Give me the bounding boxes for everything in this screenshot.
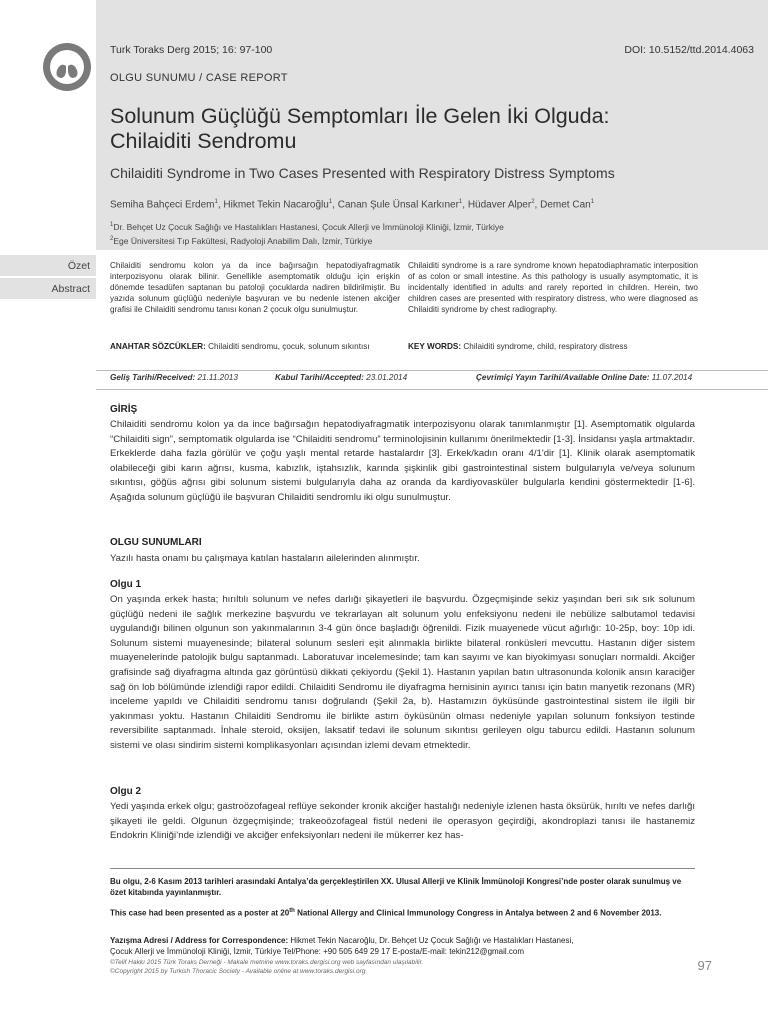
dates-rule: [96, 389, 768, 390]
copyright-tr: ©Telif Hakkı 2015 Türk Toraks Derneği - Makale metnine www.toraks.dergisi.org web sayfasından ulaşılabilir.: [110, 959, 424, 966]
left-margin: [0, 0, 96, 250]
title-line-1: Solunum Güçlüğü Semptomları İle Gelen İki Olguda:: [110, 104, 610, 128]
lungs-seal-icon: [42, 42, 92, 92]
note-tr: Bu olgu, 2-6 Kasım 2013 tarihleri arasındaki Antalya’da gerçekleştirilen XX. Ulusal Allerji ve Klinik İmmünoloji Kongresi’nde poster olarak sunulmuş ve özet kitabında yayınlanmıştır.: [110, 877, 682, 897]
author: Demet Can: [540, 199, 591, 211]
author: Hikmet Tekin Nacaroğlu: [223, 199, 329, 211]
keywords-en: KEY WORDS: Chilaiditi syndrome, child, respiratory distress: [408, 342, 628, 351]
keywords-tr: ANAHTAR SÖZCÜKLER: Chilaiditi sendromu, çocuk, solunum sıkıntısı: [110, 342, 370, 351]
ozet-label: Özet: [0, 255, 96, 277]
abstract-tr: Chilaiditi sendromu kolon ya da ince bağırsağın hepatodiyafragmatik interpozisyonu olarak bilinir. Genellikle asemptomatik olduğu için erişkin dönemde tesadüfen saptanan bu patoloji çocuklarda nadiren bildirilmiştir. Bu yazıda solunum güçlüğü nedeniyle başvuran ve bu nedenle istenen akciğer grafisi ile Chilaiditi sendromu tanısı konan 2 çocuk olgu sunulmuştur.: [110, 261, 400, 314]
heading-olgu-sunumlari: OLGU SUNUMLARI: [110, 537, 202, 548]
note-en: This case had been presented as a poster at 20th National Allergy and Clinical Immunology Congress in Antalya between 2 and 6 November 2013.: [110, 908, 662, 918]
heading-olgu-2: Olgu 2: [110, 786, 142, 797]
received-date: Geliş Tarihi/Received: 21.11.2013: [110, 373, 238, 382]
heading-olgu-1: Olgu 1: [110, 579, 142, 590]
author: Canan Şule Ünsal Karkıner: [337, 199, 459, 211]
article-title-tr: [110, 104, 730, 154]
section-label: OLGU SUNUMU / CASE REPORT: [110, 72, 288, 84]
journal-citation: Turk Toraks Derg 2015; 16: 97-100: [110, 44, 273, 56]
title-line-2: Chilaiditi Sendromu: [110, 129, 297, 153]
affiliation-2: Ege Üniversitesi Tıp Fakültesi, Radyoloji Anabilim Dalı, İzmir, Türkiye: [113, 235, 373, 246]
correspondence: Yazışma Adresi / Address for Correspondence: Hikmet Tekin Nacaroğlu, Dr. Behçet Uz Çocuk Sağlığı ve Hastalıkları Hastanesi, Çocuk Allerji ve İmmünoloji Kliniği, İzmir, Türkiye Tel/Phone: +90 505 649 29 17 E-posta/E-mail: tekin212@gmail.com: [110, 936, 574, 956]
abstract-label: Abstract: [0, 278, 96, 300]
heading-giris: GİRİŞ: [110, 404, 138, 415]
copyright-en: ©Copyright 2015 by Turkish Thoracic Society - Available online at www.toraks.dergisi.org: [110, 968, 366, 975]
author: Hüdaver Alper: [467, 199, 532, 211]
affiliations: $^1$Dr. Behçet Uz Çocuk Sağlığı ve Hastalıkları Hastanesi, Çocuk Allerji ve İmmünoloji Kliniği, İzmir, Türkiye $^2$Ege Üniversitesi Tıp Fakültesi, Radyoloji Anabilim Dalı, İzmir, Türkiye: [110, 221, 504, 246]
olgu-1-paragraph: On yaşında erkek hasta; hırıltılı solunum ve nefes darlığı şikayetleri ile başvurdu. Özgeçmişinde sekiz yaşından beri sık sık solunum güçlüğü nedeni ile sağlık merkezine başvurdu ve tekrarlayan alt solunum yolu enfeksiyonu nedeni ile nebülize salbutamol tedavisi uygulandığı bilinen olgunun son yakınmalarının 3-4 gün önce başladığı öğrenildi. Fizik muayenede vücut ağırlığı: 10-25p, boy: 10p idi. Solunum sistemi muayenesinde; bilateral solunum sesleri eşit alınmakla birlikte bilateral ronküsleri mevcuttu. Hastanın diğer sistem muayenelerinde patolojik bulgu saptanmadı. Laboratuvar incelemesinde; tam kan sayımı ve kan biyokimyası sonuçları normaldi. Akciğer grafisinde sağ diyafragma altında gaz görüntüsü dikkati çekiyordu (Şekil 1). Hastanın yapılan batın ultrasonunda kolonik ansın karaciğer sağ ön lob bölümünde izlendiği rapor edildi. Chilaiditi Sendromu ile diyafragma hernisinin ayırıcı tanısı için batın manyetik rezonans (MR) inceleme yapıldı ve Chilaiditi sendromu tanısı doğrulandı (Şekil 2a, b). Hastamızın öyküsünde gastrointestinal sistem ile ilgili bir yakınması yoktu. Hastanın Chilaiditi Sendromu ile birlikte astım öyküsünün olması nedeniyle yapılan solunum fonksiyon testinde reversibilite saptanmadı. İnhale steroid, oksijen, laksatif tedavi ile solunum sıkıntısı gerileyen olgu taburcu edildi. Hastanın solunum sistemi ve olası sindirim sistemi komplikasyonları açısından izlemi devam etmektedir.: [110, 594, 695, 751]
doi[interactable]: DOI: 10.5152/ttd.2014.4063: [624, 44, 754, 56]
author-list: Semiha Bahçeci Erdem$^1$, Hikmet Tekin Nacaroğlu$^1$, Canan Şule Ünsal Karkıner$^1$, Hüdaver Alper$^2$, Demet Can$^1$: [110, 199, 595, 211]
online-date: Çevrimiçi Yayın Tarihi/Available Online Date: 11.07.2014: [476, 373, 693, 382]
abstract-en: Chilaiditi syndrome is a rare syndrome known hepatodiaphramatic interposition of as colon or small intestine. As this pathology is usually asymptomatic, it is incidentally identified in adults and rarely reported in children. Herein, two children cases are presented with respiratory distress, who were diagnosed as Chilaiditi syndrome by chest radiography.: [408, 261, 698, 314]
accepted-date: Kabul Tarihi/Accepted: 23.01.2014: [275, 373, 408, 382]
author: Semiha Bahçeci Erdem: [110, 199, 215, 211]
affiliation-1: Dr. Behçet Uz Çocuk Sağlığı ve Hastalıkları Hastanesi, Çocuk Allerji ve İmmünoloji Kliniği, İzmir, Türkiye: [113, 221, 504, 232]
page-number: 97: [697, 958, 712, 973]
article-title-en: Chilaiditi Syndrome in Two Cases Presented with Respiratory Distress Symptoms: [110, 165, 615, 181]
olgu-intro: Yazılı hasta onamı bu çalışmaya katılan hastaların ailelerinden alınmıştır.: [110, 553, 420, 564]
footer-rule: [110, 868, 695, 869]
olgu-2-paragraph: Yedi yaşında erkek olgu; gastroözofageal reflüye sekonder kronik akciğer hastalığı nedeniyle izlenen hasta öksürük, hırıltı ve nefes darlığı şikayeti ile geldi. Olgunun özgeçmişinde; trakeoözofageal fistül nedeni ile operasyon geçirdiği, akondroplazi tanısı ile hastanemiz Endokrin Kliniği’nde izlendiği ve akciğer enfeksiyonları nedeni ile mükerrer kez has-: [110, 801, 695, 842]
giris-paragraph: Chilaiditi sendromu kolon ya da ince bağırsağın hepatodiyafragmatik interpozisyonu olarak tanımlanmıştır [1]. Asemptomatik olgularda “Chilaiditi sign”, semptomatik olgularda ise “Chilaiditi sendromu” terminolojisinin kullanımı önerilmektedir [1-3]. İnsidansı yaşla artmaktadır. Erkeklerde daha fazla görülür ve çoğu yaşlı mental retarde hastalardır [3]. Erkek/kadın oranı 4/1'dir [1]. Klinik olarak asemptomatik olabileceği gibi karın ağrısı, kusma, kabızlık, iştahsızlık, karında şişkinlik gibi gastrointestinal sistem bulgularıyla ve/veya solunum sıkıntısı, göğüs ağrısı gibi solunum sistemi bulgularıyla daha az oranda da kardiyovasküler bulgularla kendini göstermektedir [1-6]. Aşağıda solunum güçlüğü ile başvuran Chilaiditi sendromlu iki olgu sunulmuştur.: [110, 419, 695, 503]
